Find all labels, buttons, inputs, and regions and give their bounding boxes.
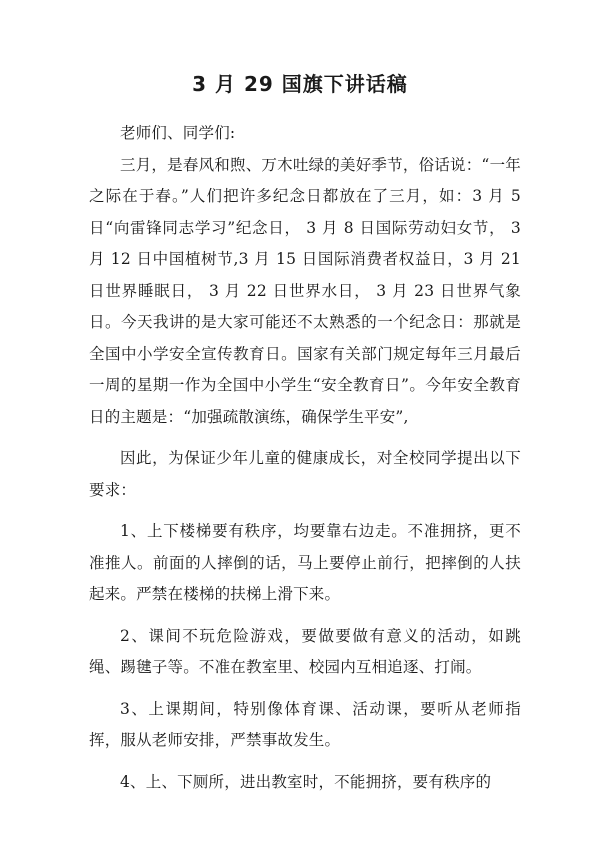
document-body xyxy=(89,118,521,798)
paragraph-intro: 三月，是春风和煦、万木吐绿的美好季节，俗话说：“一年之际在于春。”人们把许多纪念日都放在了三月，如：3 月 5 日“向雷锋同志学习”纪念日， 3 月 8 日国际劳动妇女节， 3 月 12 日中国植树节,3 月 15 日国际消费者权益日，3 月 21 日世界睡眠日， 3 月 22 日世界水日， 3 月 23 日世界气象日。今天我讲的是大家可能还不太熟悉的一个纪念日：那就是全国中小学安全宣传教育日。国家有关部门规定每年三月最后一周的星期一作为全国中小学生“安全教育日”。今年安全教育日的主题是：“加强疏散演练，确保学生平安”, xyxy=(89,155,521,426)
paragraph-rule-2: 2、课间不玩危险游戏，要做要做有意义的活动，如跳绳、踢毽子等。不准在教室里、校园内互相追逐、打闹。 xyxy=(89,626,521,676)
document-title: 3 月 29 国旗下讲话稿 xyxy=(192,72,408,96)
paragraph-rule-1: 1、上下楼梯要有秩序，均要靠右边走。不准拥挤，更不准推人。前面的人摔倒的话，马上要停止前行，把摔倒的人扶起来。严禁在楼梯的扶梯上滑下来。 xyxy=(89,522,521,603)
paragraph-greeting: 老师们、同学们: xyxy=(120,124,236,142)
paragraph-rule-4: 4、上、下厕所，进出教室时，不能拥挤，要有秩序的 xyxy=(120,772,492,791)
paragraph-requirements-intro: 因此，为保证少年儿童的健康成长，对全校同学提出以下要求： xyxy=(89,449,521,499)
paragraph-rule-3: 3、上课期间，特别像体育课、活动课，要听从老师指挥，服从老师安排，严禁事故发生。 xyxy=(89,699,521,749)
